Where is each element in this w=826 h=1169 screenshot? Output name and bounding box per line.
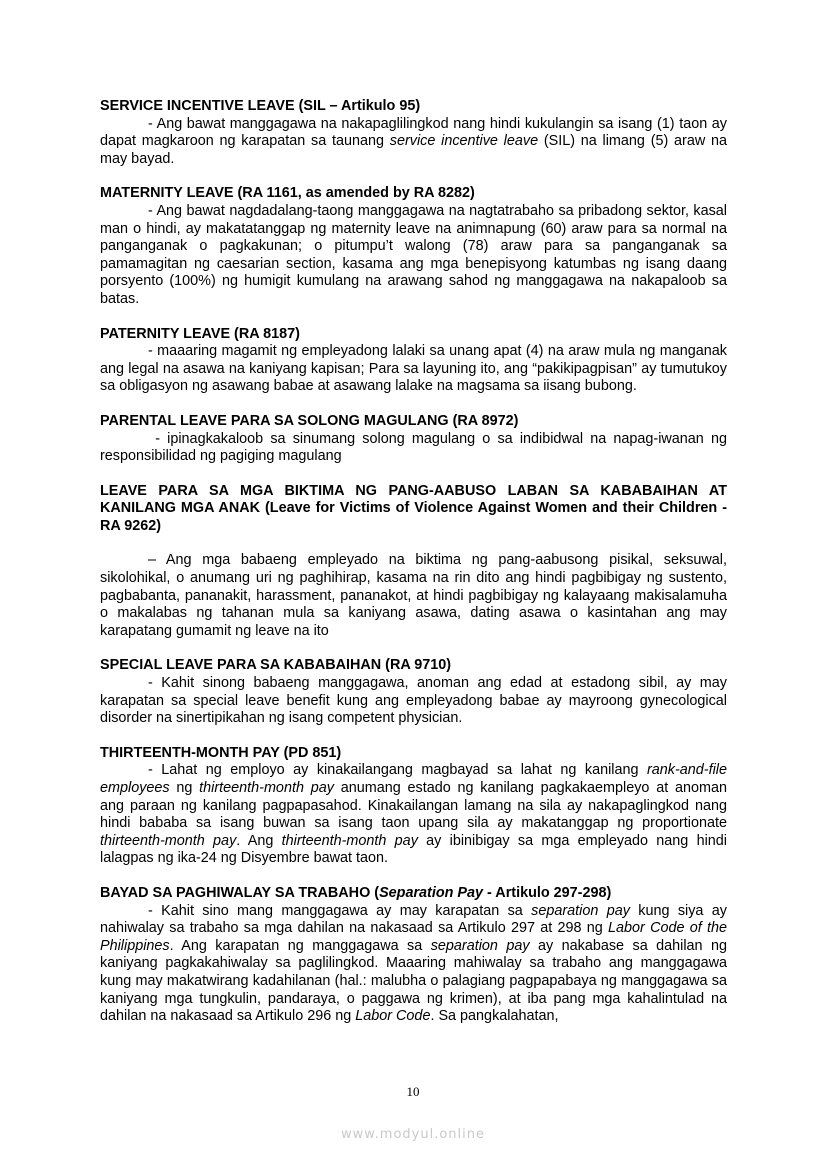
section-body: - ipinagkakaloob sa sinumang solong magulang o sa indibidwal na napag-iwanan ng responsibilidad ng pagiging magulang — [100, 430, 731, 465]
section-parental-leave — [100, 412, 731, 466]
section-heading: THIRTEENTH-MONTH PAY (PD 851) — [100, 744, 342, 761]
section-heading: PARENTAL LEAVE PARA SA SOLONG MAGULANG (RA 8972) — [100, 412, 519, 429]
section-heading: MATERNITY LEAVE (RA 1161, as amended by RA 8282) — [100, 185, 475, 202]
section-heading: SPECIAL LEAVE PARA SA KABABAIHAN (RA 9710) — [100, 657, 452, 674]
section-body: - Ang bawat manggagawa na nakapaglilingkod nang hindi kukulangin sa isang (1) taon ay dapat magkaroon ng karapatan sa taunang service incentive leave (SIL) na limang (5) araw na may bayad. — [100, 115, 727, 167]
section-body: - Lahat ng employo ay kinakailangang magbayad sa lahat ng kanilang rank-and-file employees ng thirteenth-month pay anumang estado ng kanilang pagkakaempleyo at anoman ang paraan ng kanilang pagpapasahod. Kinakailangan lamang na sila ay nakapaglingkod nang hindi bababa sa isang buwan sa isang taon upang sila ay makatanggap ng proportionate thirteenth-month pay. Ang thirteenth-month pay ay ibinibigay sa mga empleyado nang hindi lalagpas ng ika-24 ng Disyembre bawat taon. — [100, 762, 727, 867]
section-body: - Kahit sinong babaeng manggagawa, anoman ang edad at estadong sibil, ay may karapatan sa special leave benefit kung ang empleyadong babae ay mayroong gynecological disorder na sinertipikahan ng isang competent physician. — [100, 675, 727, 727]
page-number: 10 — [406, 1084, 420, 1099]
section-body: - Kahit sino mang manggagawa ay may karapatan sa separation pay kung siya ay nahiwalay sa trabaho sa mga dahilan na nakasaad sa Artikulo 297 at 298 ng Labor Code of the Philippines. Ang karapatan ng manggagawa sa separation pay ay nakabase sa dahilan ng kaniyang pagkakahiwalay sa paglilingkod. Maaaring mahiwalay sa trabaho ang manggagawa kung may makatwirang kadahilanan (hal.: malubha o palagiang pagpapabaya ng manggagawa sa kaniyang mga tungkulin, pandaraya, o paggawa ng krimen), at iba pang mga kahalintulad na dahilan na nakasaad sa Artikulo 296 ng Labor Code. Sa pangkalahatan, — [100, 902, 728, 1025]
section-heading: PATERNITY LEAVE (RA 8187) — [100, 325, 300, 342]
watermark: www.modyul.online — [340, 1127, 486, 1142]
section-maternity-leave — [100, 185, 727, 308]
section-heading: SERVICE INCENTIVE LEAVE (SIL – Artikulo 95) — [100, 98, 421, 114]
section-paternity-leave — [100, 326, 727, 396]
section-heading: LEAVE PARA SA MGA BIKTIMA NG PANG-AABUSO LABAN SA KABABAIHAN AT KANILANG MGA ANAK (Leave for Victims of Violence Against Women and their Children - RA 9262) — [100, 482, 727, 534]
section-vawc-leave — [100, 483, 727, 641]
section-body: - maaaring magamit ng empleyadong lalaki sa unang apat (4) na araw mula ng manganak ang legal na asawa na kaniyang kapisan; Para sa layuning ito, ang “pakikipagpisan” ay tumutukoy sa obligasyon ng asawang babae at asawang lalake na magsama sa iisang bubong. — [100, 343, 727, 395]
section-thirteenth-month-pay — [100, 745, 727, 868]
section-special-leave — [100, 657, 727, 727]
section-sil — [100, 98, 727, 168]
document-page — [100, 98, 731, 1043]
section-heading: BAYAD SA PAGHIWALAY SA TRABAHO (Separation Pay - Artikulo 297-298) — [100, 884, 612, 901]
section-body: – Ang mga babaeng empleyado na biktima ng pang-aabusong pisikal, seksuwal, sikolohikal, o anumang uri ng paghihirap, kasama na rin dito ang hindi pagbibigay ng sustento, pagbabanta, pananakit, harassment, pananakot, at hindi pagbibigay ng kalayaang makisalamuha o makalabas ng tahanan mula sa kaniyang asawa, dating asawa o kasintahan ang may karapatang gumamit ng leave na ito — [100, 552, 727, 639]
section-separation-pay — [100, 885, 727, 1026]
section-body: - Ang bawat nagdadalang-taong manggagawa na nagtatrabaho sa pribadong sektor, kasal man o hindi, ay makatatanggap ng maternity leave na animnapung (60) araw para sa normal na panganganak o pagkakunan; o pitumpu’t walong (78) araw para sa panganganak sa pamamagitan ng caesarian section, kasama ang mga benepisyong katumbas ng isang daang porsyento (100%) ng humigit kumulang na arawang sahod ng manggagawa na nakapaloob sa batas. — [100, 202, 727, 307]
